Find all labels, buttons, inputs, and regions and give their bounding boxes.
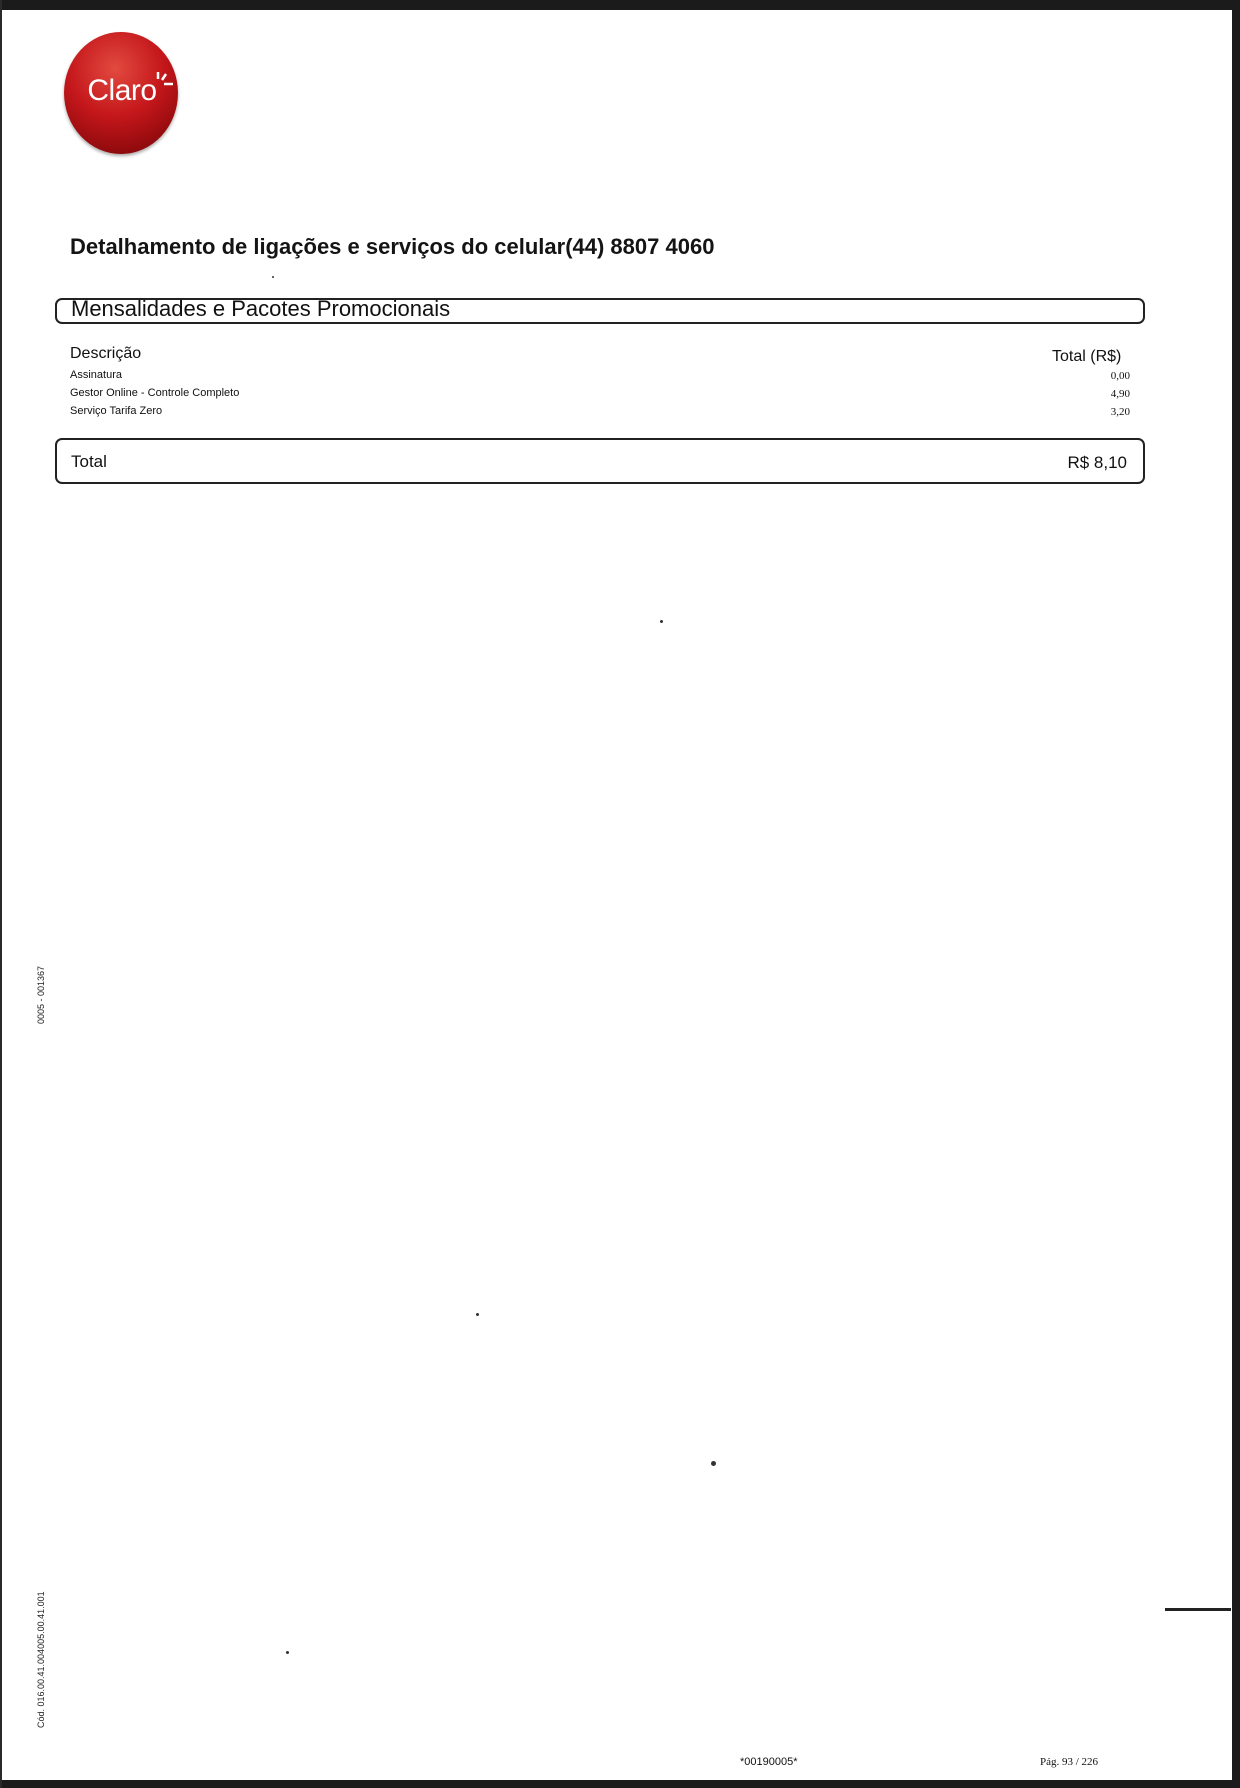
table-row: [70, 386, 1130, 404]
scan-edge-top: [0, 0, 1240, 10]
scan-speck: [272, 276, 274, 278]
logo-spark-icon: [152, 70, 174, 92]
scan-edge-bottom: [0, 1780, 1240, 1788]
column-header-total: Total (R$): [1052, 348, 1122, 365]
column-header-description: Descrição: [70, 345, 142, 362]
section-header-box: [55, 298, 1145, 324]
scan-speck: [476, 1313, 479, 1316]
scan-speck: [286, 1651, 289, 1654]
row-description: Gestor Online - Controle Completo: [70, 387, 240, 399]
scan-mark-line: [1165, 1608, 1231, 1611]
section-title: Mensalidades e Pacotes Promocionais: [71, 296, 450, 324]
scan-edge-left: [0, 0, 2, 1788]
side-code-top: 0005 - 001367: [36, 965, 46, 1024]
scan-edge-right: [1232, 0, 1240, 1788]
logo-text: Claro: [87, 74, 157, 107]
page-number: Pág. 93 / 226: [1040, 1756, 1099, 1768]
total-value: R$ 8,10: [1067, 453, 1127, 472]
table-row: [70, 404, 1130, 422]
scan-speck: [711, 1461, 716, 1466]
row-value: 0,00: [1110, 370, 1130, 382]
row-description: Assinatura: [70, 369, 122, 381]
total-box: [55, 438, 1145, 484]
row-value: 3,20: [1110, 406, 1130, 418]
charges-table: [70, 368, 1130, 422]
page-title: Detalhamento de ligações e serviços do celular(44) 8807 4060: [70, 234, 715, 259]
barcode-text: *00190005*: [740, 1756, 798, 1768]
scan-speck: [660, 620, 663, 623]
total-label: Total: [71, 452, 107, 471]
side-code-bottom: Cód. 016.00.41.004005.00.41.001: [36, 1591, 46, 1728]
table-row: [70, 368, 1130, 386]
row-description: Serviço Tarifa Zero: [70, 405, 163, 417]
row-value: 4,90: [1110, 388, 1130, 400]
claro-logo: [64, 32, 178, 154]
